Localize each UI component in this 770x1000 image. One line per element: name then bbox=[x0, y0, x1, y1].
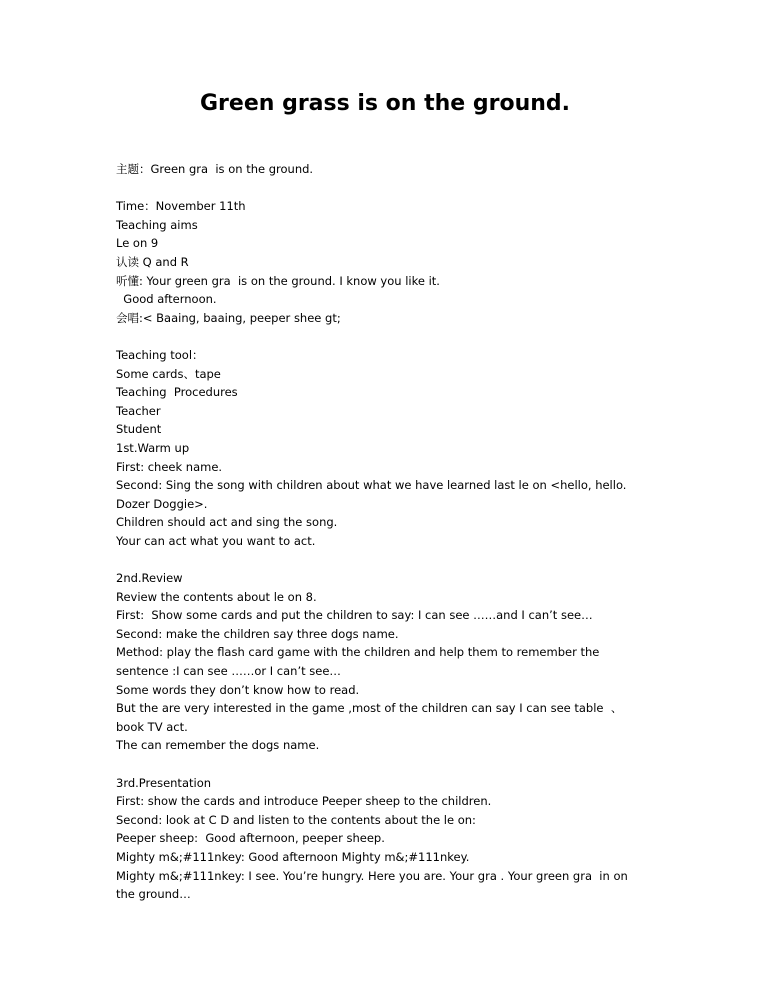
text-line: 会唱:< Baaing, baaing, peeper shee gt; bbox=[116, 310, 341, 325]
text-line: But the are very interested in the game ,most of the children can say I can see table 、 bbox=[116, 701, 623, 716]
text-line: The can remember the dogs name. bbox=[116, 738, 320, 753]
text-line: Your can act what you want to act. bbox=[116, 533, 316, 548]
text-line: Student bbox=[116, 422, 162, 437]
text-line: book TV act. bbox=[116, 719, 188, 734]
text-line: Review the contents about le on 8. bbox=[116, 589, 317, 604]
paragraph-spacer bbox=[116, 179, 676, 198]
text-line: Teaching aims bbox=[116, 217, 198, 232]
text-line: Some cards、tape bbox=[116, 366, 221, 381]
text-line: Teacher bbox=[116, 403, 161, 418]
paragraph-spacer bbox=[116, 550, 676, 569]
text-line: Mighty m&;#111nkey: I see. You’re hungry. Here you are. Your gra . Your green gra in on bbox=[116, 868, 628, 883]
text-line: Second: Sing the song with children about what we have learned last le on <hello, hello. bbox=[116, 478, 627, 493]
text-line: Children should act and sing the song. bbox=[116, 515, 338, 530]
text-line: First: Show some cards and put the children to say: I can see ……and I can’t see… bbox=[116, 608, 593, 623]
text-line: sentence :I can see ……or I can’t see… bbox=[116, 664, 341, 679]
text-line: Mighty m&;#111nkey: Good afternoon Mighty m&;#111nkey. bbox=[116, 849, 470, 864]
text-line: the ground… bbox=[116, 887, 191, 902]
text-line: Teaching Procedures bbox=[116, 385, 238, 400]
text-line: 认读 Q and R bbox=[116, 254, 189, 269]
document-body bbox=[116, 160, 676, 904]
paragraph-spacer bbox=[116, 327, 676, 346]
text-line: Good afternoon. bbox=[116, 292, 217, 307]
text-line: Method: play the flash card game with the children and help them to remember the bbox=[116, 645, 600, 660]
text-line: Dozer Doggie>. bbox=[116, 496, 208, 511]
text-line: 主题：Green gra is on the ground. bbox=[116, 162, 314, 176]
text-line: Second: look at C D and listen to the contents about the le on: bbox=[116, 812, 476, 827]
text-line: 2nd.Review bbox=[116, 571, 183, 586]
text-line: Time：November 11th bbox=[116, 199, 246, 214]
text-line: Peeper sheep: Good afternoon, peeper sheep. bbox=[116, 831, 385, 846]
text-line: 1st.Warm up bbox=[116, 440, 190, 455]
text-line: First: show the cards and introduce Peeper sheep to the children. bbox=[116, 794, 492, 809]
text-line: First: cheek name. bbox=[116, 459, 223, 474]
text-line: 听懂: Your green gra is on the ground. I know you like it. bbox=[116, 273, 440, 288]
text-line: Le on 9 bbox=[116, 236, 159, 251]
text-line: 3rd.Presentation bbox=[116, 775, 212, 790]
text-line: Teaching tool： bbox=[116, 347, 204, 362]
text-line: Some words they don’t know how to read. bbox=[116, 682, 360, 697]
text-line: Second: make the children say three dogs name. bbox=[116, 626, 399, 641]
document-title: Green grass is on the ground. bbox=[200, 91, 570, 116]
paragraph-spacer bbox=[116, 755, 676, 774]
